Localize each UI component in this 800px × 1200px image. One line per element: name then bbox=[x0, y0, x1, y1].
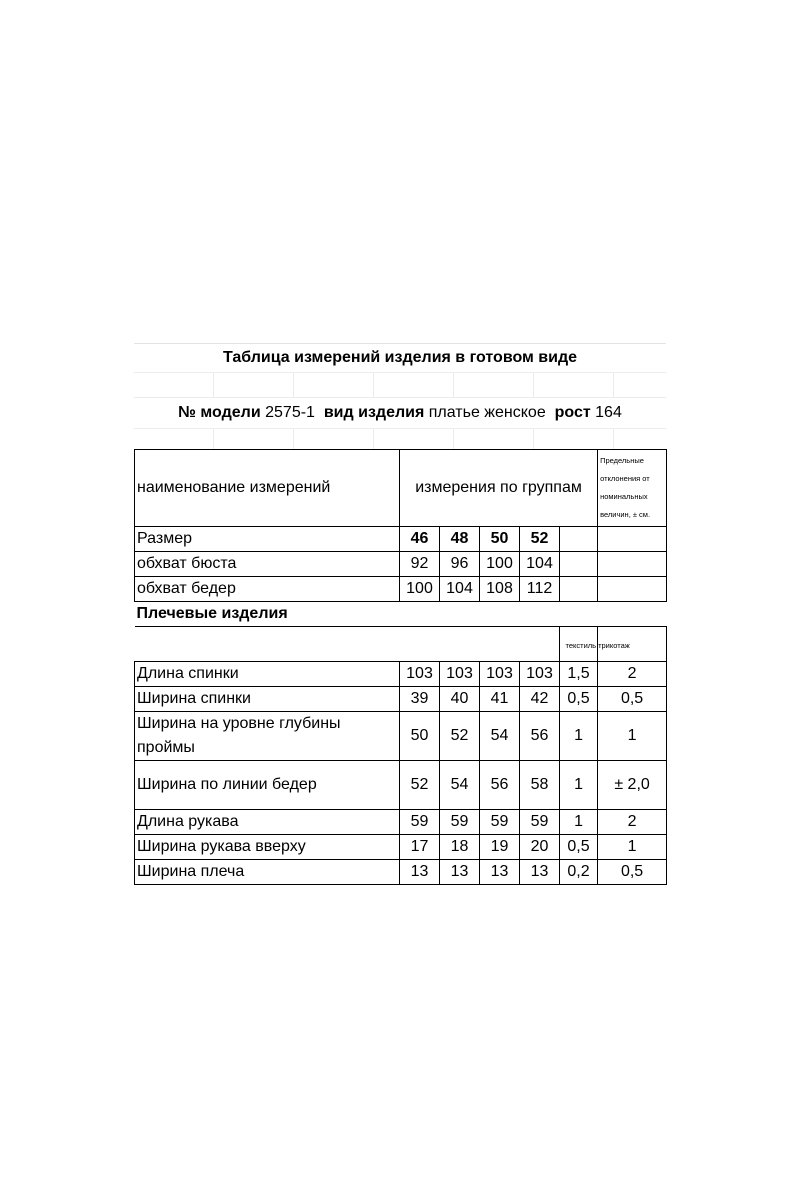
table-row bbox=[135, 577, 667, 602]
textile-tolerance: 1 bbox=[560, 810, 598, 835]
textile-tolerance: 1,5 bbox=[560, 662, 598, 687]
empty-cell bbox=[560, 577, 598, 602]
spacer-row bbox=[134, 428, 666, 449]
row-value: 58 bbox=[520, 761, 560, 810]
row-label: Ширина спинки bbox=[135, 687, 400, 712]
row-value: 59 bbox=[400, 810, 440, 835]
measurement-sheet bbox=[134, 343, 666, 885]
row-value: 56 bbox=[520, 712, 560, 761]
sheet-title: Таблица измерений изделия в готовом виде bbox=[134, 343, 666, 372]
row-value: 54 bbox=[480, 712, 520, 761]
header-groups-cell: измерения по группам bbox=[400, 450, 598, 527]
empty-cell bbox=[598, 527, 667, 552]
row-value: 104 bbox=[520, 552, 560, 577]
model-info-line bbox=[134, 398, 666, 428]
table-row bbox=[135, 552, 667, 577]
empty-cell bbox=[560, 527, 598, 552]
row-value: 39 bbox=[400, 687, 440, 712]
row-value: 13 bbox=[440, 860, 480, 885]
knit-tolerance: 2 bbox=[598, 810, 667, 835]
row-label: Ширина рукава вверху bbox=[135, 835, 400, 860]
row-value: 54 bbox=[440, 761, 480, 810]
row-value: 100 bbox=[480, 552, 520, 577]
knit-tolerance: 0,5 bbox=[598, 687, 667, 712]
header-deviation-note: Предельные отклонения от номинальных величин, ± см. bbox=[598, 450, 667, 527]
deviation-header-row bbox=[135, 627, 667, 662]
empty-cell bbox=[135, 627, 560, 662]
section-title: Плечевые изделия bbox=[135, 602, 667, 627]
empty-cell bbox=[560, 552, 598, 577]
table-row bbox=[135, 761, 667, 810]
row-value: 92 bbox=[400, 552, 440, 577]
size-label: Размер bbox=[135, 527, 400, 552]
row-value: 17 bbox=[400, 835, 440, 860]
table-row bbox=[135, 835, 667, 860]
table-row bbox=[135, 860, 667, 885]
row-label: Ширина плеча bbox=[135, 860, 400, 885]
textile-tolerance: 0,2 bbox=[560, 860, 598, 885]
row-value: 104 bbox=[440, 577, 480, 602]
section-row bbox=[135, 602, 667, 627]
row-value: 52 bbox=[440, 712, 480, 761]
knit-header: трикотаж bbox=[598, 627, 667, 662]
knit-tolerance: 2 bbox=[598, 662, 667, 687]
size-value: 48 bbox=[440, 527, 480, 552]
row-value: 20 bbox=[520, 835, 560, 860]
header-row bbox=[135, 450, 667, 527]
spacer-row bbox=[134, 372, 666, 398]
row-value: 112 bbox=[520, 577, 560, 602]
table-row bbox=[135, 712, 667, 761]
row-value: 42 bbox=[520, 687, 560, 712]
knit-tolerance: 1 bbox=[598, 835, 667, 860]
textile-tolerance: 1 bbox=[560, 712, 598, 761]
row-value: 103 bbox=[440, 662, 480, 687]
empty-cell bbox=[598, 577, 667, 602]
measurement-table bbox=[134, 449, 667, 885]
table-row bbox=[135, 687, 667, 712]
row-value: 59 bbox=[480, 810, 520, 835]
row-value: 13 bbox=[520, 860, 560, 885]
row-label: Ширина на уровне глубины проймы bbox=[135, 712, 400, 761]
row-label: Ширина по линии бедер bbox=[135, 761, 400, 810]
row-value: 40 bbox=[440, 687, 480, 712]
model-number-value: 2575-1 bbox=[265, 404, 315, 421]
size-value: 50 bbox=[480, 527, 520, 552]
height-label: рост bbox=[554, 404, 591, 421]
size-row bbox=[135, 527, 667, 552]
row-label: обхват бюста bbox=[135, 552, 400, 577]
height-value: 164 bbox=[595, 404, 622, 421]
row-value: 108 bbox=[480, 577, 520, 602]
textile-tolerance: 0,5 bbox=[560, 687, 598, 712]
knit-tolerance: 1 bbox=[598, 712, 667, 761]
row-value: 56 bbox=[480, 761, 520, 810]
model-number-label: № модели bbox=[178, 404, 261, 421]
textile-header: текстиль bbox=[560, 627, 598, 662]
row-label: Длина спинки bbox=[135, 662, 400, 687]
garment-type-value: платье женское bbox=[428, 404, 546, 421]
row-value: 59 bbox=[520, 810, 560, 835]
row-value: 50 bbox=[400, 712, 440, 761]
row-value: 96 bbox=[440, 552, 480, 577]
row-value: 19 bbox=[480, 835, 520, 860]
garment-type-label: вид изделия bbox=[323, 404, 425, 421]
row-label: обхват бедер bbox=[135, 577, 400, 602]
knit-tolerance: 0,5 bbox=[598, 860, 667, 885]
textile-tolerance: 1 bbox=[560, 761, 598, 810]
row-value: 103 bbox=[400, 662, 440, 687]
textile-tolerance: 0,5 bbox=[560, 835, 598, 860]
size-value: 46 bbox=[400, 527, 440, 552]
row-value: 52 bbox=[400, 761, 440, 810]
empty-cell bbox=[598, 552, 667, 577]
row-label: Длина рукава bbox=[135, 810, 400, 835]
row-value: 18 bbox=[440, 835, 480, 860]
row-value: 103 bbox=[520, 662, 560, 687]
row-value: 59 bbox=[440, 810, 480, 835]
row-value: 13 bbox=[400, 860, 440, 885]
row-value: 13 bbox=[480, 860, 520, 885]
header-name-cell: наименование измерений bbox=[135, 450, 400, 527]
table-row bbox=[135, 662, 667, 687]
row-value: 41 bbox=[480, 687, 520, 712]
table-row bbox=[135, 810, 667, 835]
row-value: 103 bbox=[480, 662, 520, 687]
row-value: 100 bbox=[400, 577, 440, 602]
knit-tolerance: ± 2,0 bbox=[598, 761, 667, 810]
size-value: 52 bbox=[520, 527, 560, 552]
